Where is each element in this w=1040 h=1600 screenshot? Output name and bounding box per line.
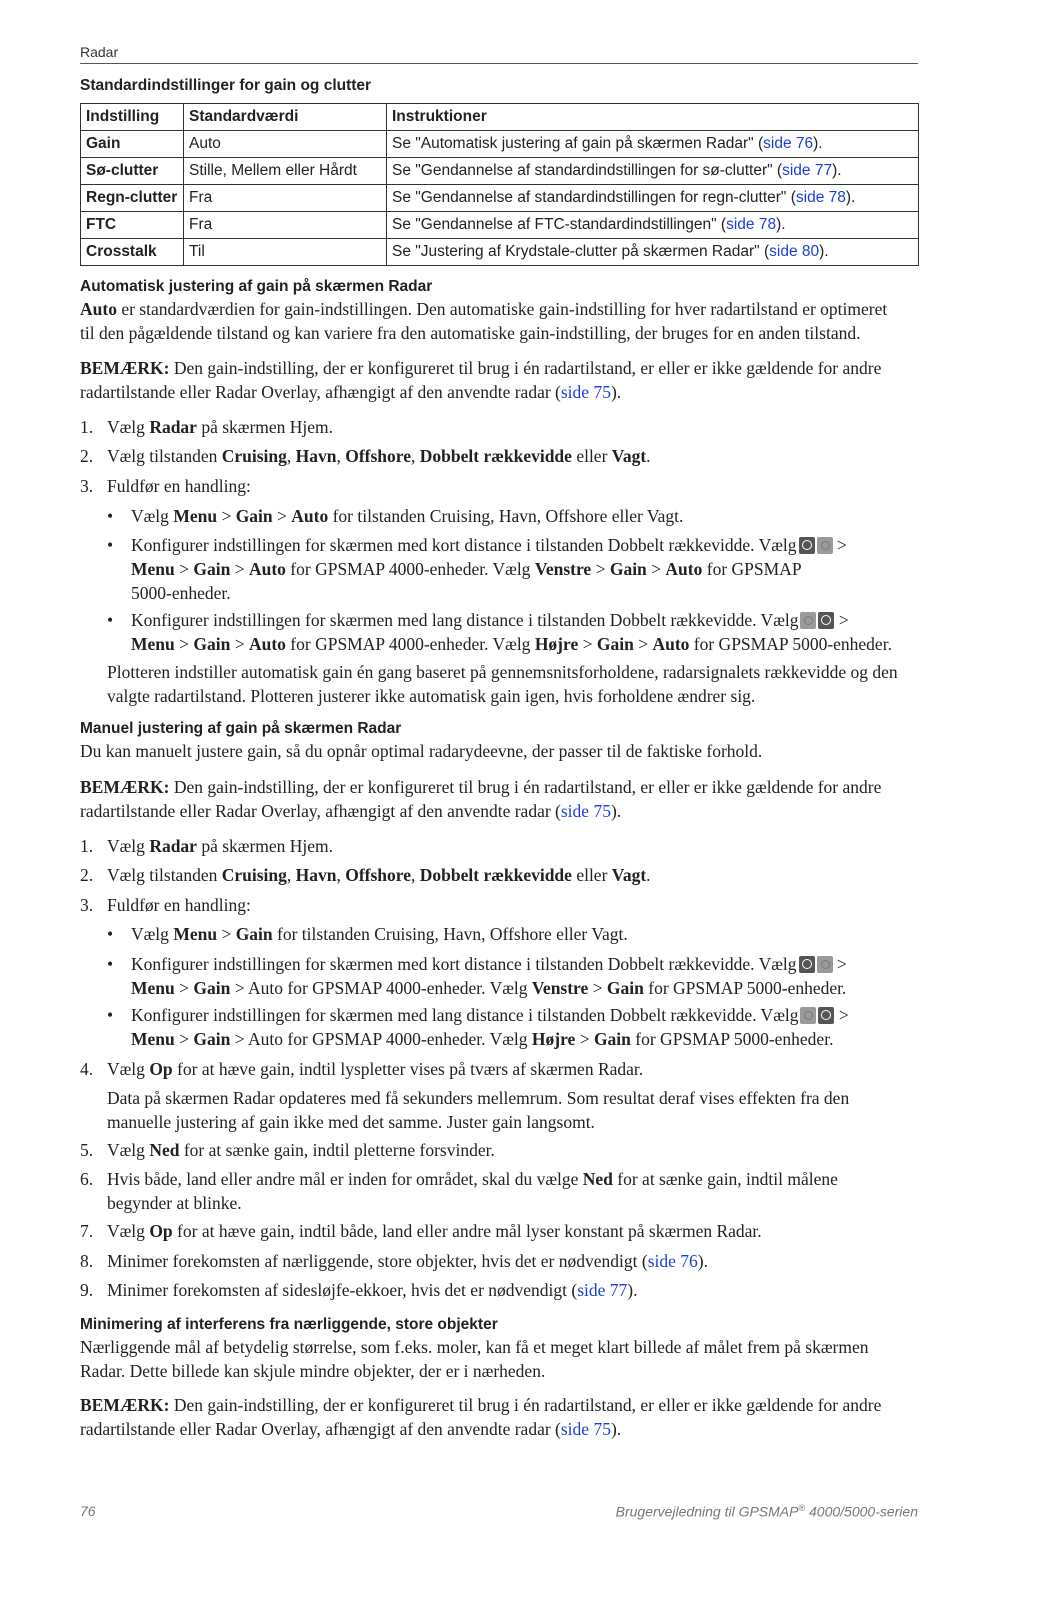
short-range-screen-icon[interactable]	[799, 537, 815, 554]
manual-gain-title: Manuel justering af gain på skærmen Radar	[80, 720, 402, 737]
instructions-cell: Se "Automatisk justering af gain på skærmen Radar" (side 76).	[387, 131, 919, 158]
page-link[interactable]: side 78	[726, 216, 777, 233]
header-rule	[80, 63, 918, 64]
plotter-paragraph: Plotteren indstiller automatisk gain én gang baseret på gennemsnitsforholdene, radarsignalets rækkevidde og den valgte radartilstand. Plotteren justerer ikke automatisk gain igen, hvis forholdene ændrer sig.	[107, 662, 898, 706]
note-paragraph: BEMÆRK: Den gain-indstilling, der er konfigureret til brug i én radartilstand, er eller er ikke gældende for andre radartilstande eller Radar Overlay, afhængigt af den anvendte radar (side 75).	[80, 358, 882, 402]
setting-cell: Gain	[81, 131, 184, 158]
setting-cell: Sø-clutter	[81, 158, 184, 185]
page-link[interactable]: side 77	[782, 162, 833, 179]
page-link[interactable]: side 75	[560, 382, 611, 402]
step4-note: Data på skærmen Radar opdateres med få sekunders mellemrum. Som resultat deraf vises effekten fra den manuelle justering af gain ikke med det samme. Juster gain langsomt.	[107, 1088, 850, 1132]
column-header: Instruktioner	[387, 104, 919, 131]
page-link[interactable]: side 75	[560, 1419, 611, 1439]
instructions-cell: Se "Gendannelse af standardindstillingen for sø-clutter" (side 77).	[387, 158, 919, 185]
default-cell: Fra	[184, 212, 387, 239]
long-range-screen-icon	[817, 956, 833, 973]
instructions-cell: Se "Gendannelse af FTC-standardindstillingen" (side 78).	[387, 212, 919, 239]
table-row	[81, 185, 919, 212]
page-link[interactable]: side 76	[647, 1251, 698, 1271]
auto-gain-title: Automatisk justering af gain på skærmen Radar	[80, 278, 433, 295]
note-paragraph: BEMÆRK: Den gain-indstilling, der er konfigureret til brug i én radartilstand, er eller er ikke gældende for andre radartilstande eller Radar Overlay, afhængigt af den anvendte radar (side 75).	[80, 777, 882, 821]
table-row	[81, 239, 919, 266]
setting-cell: FTC	[81, 212, 184, 239]
long-range-screen-icon[interactable]	[818, 612, 834, 629]
table-row	[81, 158, 919, 185]
short-range-screen-icon	[800, 1007, 816, 1024]
column-header: Indstilling	[81, 104, 184, 131]
table-header-row	[81, 104, 919, 131]
page-link[interactable]: side 77	[577, 1280, 628, 1300]
note-paragraph: BEMÆRK: Den gain-indstilling, der er konfigureret til brug i én radartilstand, er eller er ikke gældende for andre radartilstande eller Radar Overlay, afhængigt af den anvendte radar (side 75).	[80, 1395, 882, 1439]
page-number: 76	[80, 1503, 96, 1519]
short-range-screen-icon	[800, 612, 816, 629]
instructions-cell: Se "Justering af Krydstale-clutter på skærmen Radar" (side 80).	[387, 239, 919, 266]
page-link[interactable]: side 76	[763, 135, 814, 152]
interference-title: Minimering af interferens fra nærliggende, store objekter	[80, 1316, 498, 1333]
defaults-table	[80, 103, 919, 266]
table-row	[81, 212, 919, 239]
default-cell: Auto	[184, 131, 387, 158]
page-link[interactable]: side 80	[769, 243, 820, 260]
default-cell: Til	[184, 239, 387, 266]
instructions-cell: Se "Gendannelse af standardindstillingen for regn-clutter" (side 78).	[387, 185, 919, 212]
running-header: Radar	[80, 44, 119, 60]
default-cell: Fra	[184, 185, 387, 212]
auto-gain-intro: Auto er standardværdien for gain-indstillingen. Den automatiske gain-indstilling for hver radartilstand er optimeret til den pågældende tilstand og kan variere fra den automatiske gain-indstilling, der bruges for en anden tilstand.	[80, 299, 888, 343]
long-range-screen-icon	[817, 537, 833, 554]
short-range-screen-icon[interactable]	[799, 956, 815, 973]
default-cell: Stille, Mellem eller Hårdt	[184, 158, 387, 185]
setting-cell: Regn-clutter	[81, 185, 184, 212]
interference-intro: Nærliggende mål af betydelig størrelse, som f.eks. moler, kan få et meget klart billede af målet frem på skærmen Radar. Dette billede kan skjule mindre objekter, der er i nærheden.	[80, 1337, 869, 1381]
manual-gain-intro: Du kan manuelt justere gain, så du opnår optimal radarydeevne, der passer til de faktiske forhold.	[80, 741, 763, 761]
table-row	[81, 131, 919, 158]
long-range-screen-icon[interactable]	[818, 1007, 834, 1024]
page-link[interactable]: side 78	[795, 189, 846, 206]
column-header: Standardværdi	[184, 104, 387, 131]
defaults-section-title: Standardindstillinger for gain og clutter	[80, 77, 372, 94]
footer-guide-title: Brugervejledning til GPSMAP® 4000/5000-serien	[615, 1503, 918, 1520]
page-link[interactable]: side 75	[560, 801, 611, 821]
setting-cell: Crosstalk	[81, 239, 184, 266]
